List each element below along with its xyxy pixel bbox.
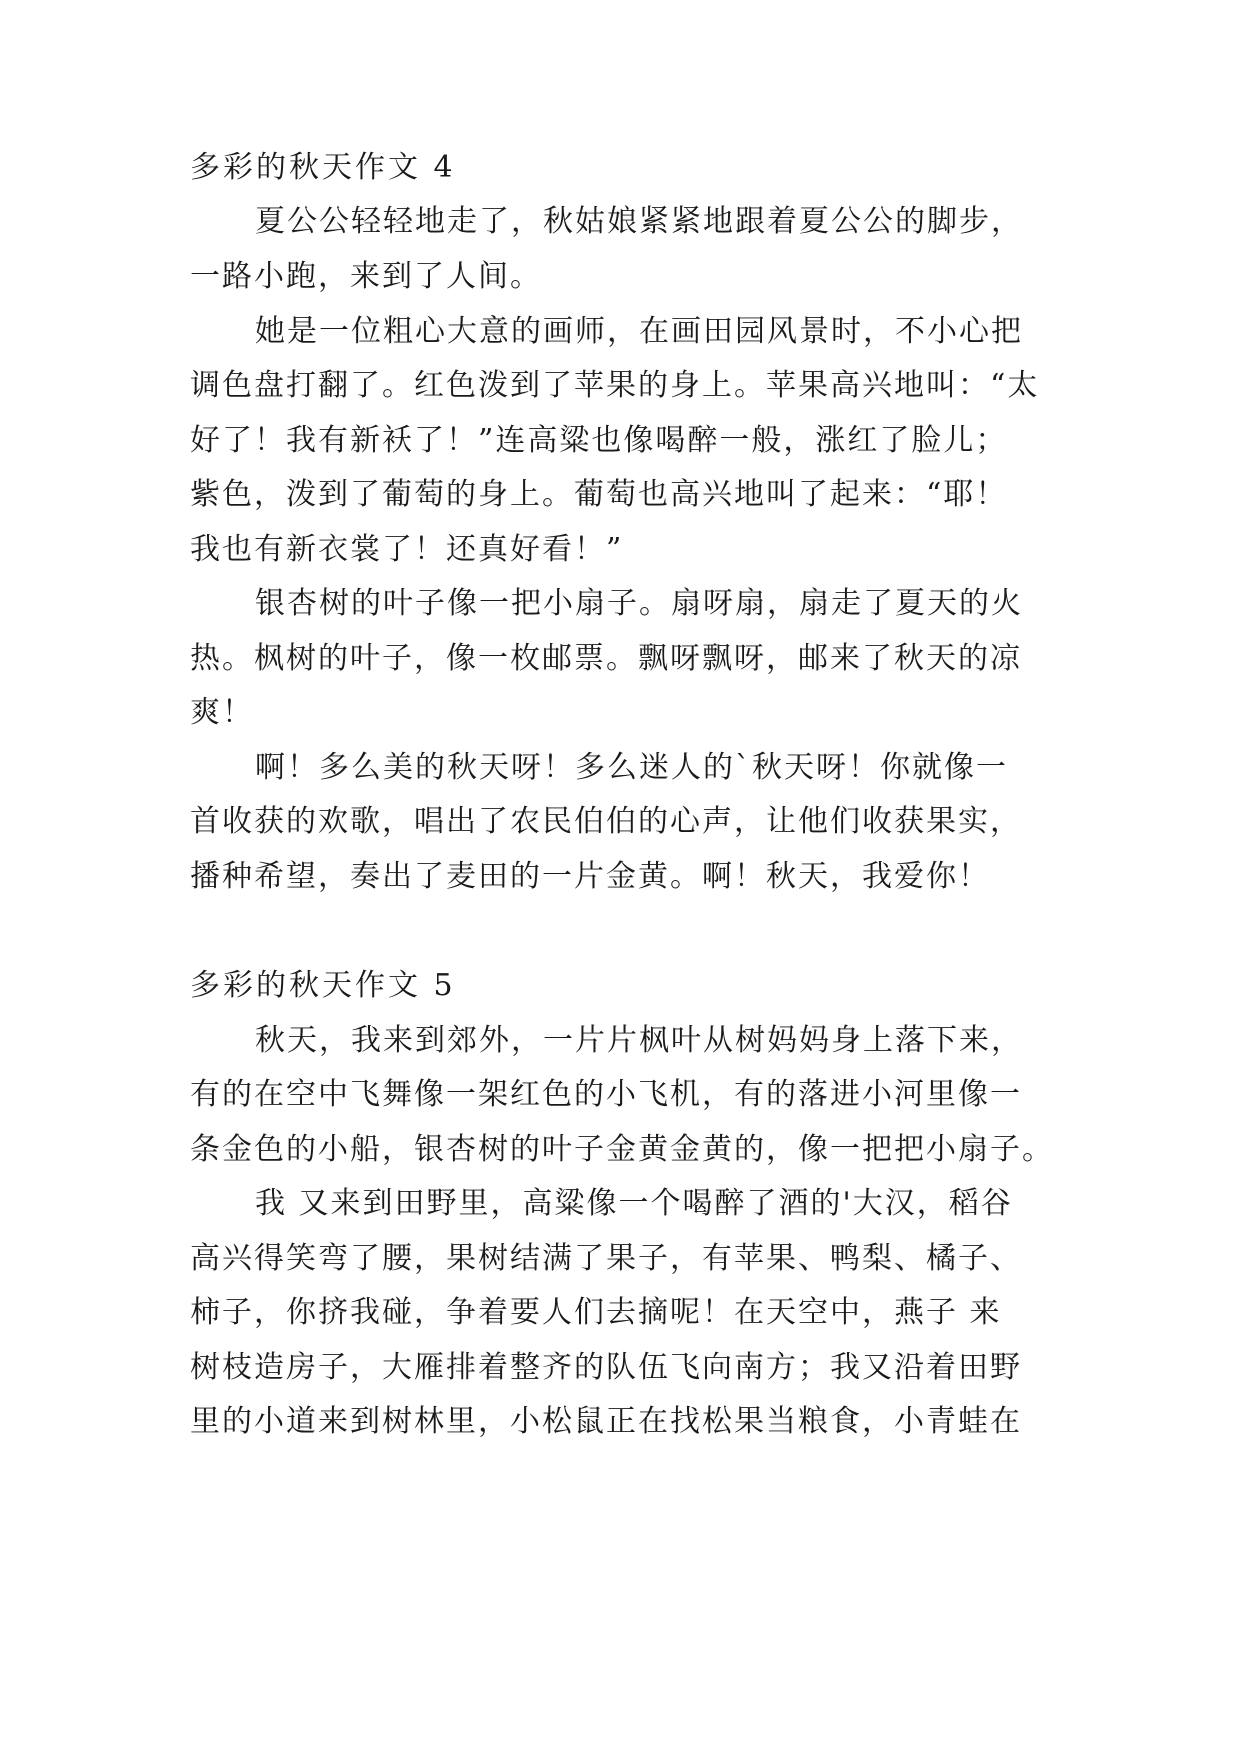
paragraph-line: 热。枫树的叶子，像一枚邮票。飘呀飘呀，邮来了秋天的凉 <box>190 641 1022 676</box>
paragraph-line: 她是一位粗心大意的画师，在画田园风景时，不小心把 <box>255 314 1023 349</box>
paragraph-line: 一路小跑，来到了人间。 <box>190 259 542 294</box>
paragraph-line: 调色盘打翻了。红色泼到了苹果的身上。苹果高兴地叫：“太 <box>190 368 1040 403</box>
paragraph-line: 首收获的欢歌，唱出了农民伯伯的心声，让他们收获果实， <box>190 804 1022 839</box>
paragraph-line: 柿子，你挤我碰，争着要人们去摘呢！在天空中，燕子 来 <box>190 1295 1002 1330</box>
paragraph-line: 我 又来到田野里，高粱像一个喝醉了酒的'大汉，稻谷 <box>255 1186 1013 1221</box>
paragraph-line: 高兴得笑弯了腰，果树结满了果子，有苹果、鸭梨、橘子、 <box>190 1241 1022 1276</box>
paragraph-line: 啊！多么美的秋天呀！多么迷人的`秋天呀！你就像一 <box>255 750 1008 785</box>
paragraph-line: 爽！ <box>190 695 254 730</box>
paragraph-line: 树枝造房子，大雁排着整齐的队伍飞向南方；我又沿着田野 <box>190 1350 1022 1385</box>
section-title: 多彩的秋天作文 4 <box>190 150 456 185</box>
paragraph-line: 播种希望，奏出了麦田的一片金黄。啊！秋天，我爱你！ <box>190 859 990 894</box>
section-title: 多彩的秋天作文 5 <box>190 968 456 1003</box>
paragraph-line: 条金色的小船，银杏树的叶子金黄金黄的，像一把把小扇子。 <box>190 1132 1054 1167</box>
paragraph-line: 有的在空中飞舞像一架红色的小飞机，有的落进小河里像一 <box>190 1077 1022 1112</box>
paragraph-line: 里的小道来到树林里，小松鼠正在找松果当粮食，小青蛙在 <box>190 1404 1022 1439</box>
paragraph-line: 夏公公轻轻地走了，秋姑娘紧紧地跟着夏公公的脚步， <box>255 204 1023 239</box>
paragraph-line: 我也有新衣裳了！还真好看！” <box>190 532 624 567</box>
paragraph-line: 秋天，我来到郊外，一片片枫叶从树妈妈身上落下来， <box>255 1023 1023 1058</box>
paragraph-line: 银杏树的叶子像一把小扇子。扇呀扇，扇走了夏天的火 <box>255 586 1023 621</box>
paragraph-line: 紫色，泼到了葡萄的身上。葡萄也高兴地叫了起来：“耶！ <box>190 477 1008 512</box>
paragraph-line: 好了！我有新袄了！”连高粱也像喝醉一般，涨红了脸儿； <box>190 423 1008 458</box>
